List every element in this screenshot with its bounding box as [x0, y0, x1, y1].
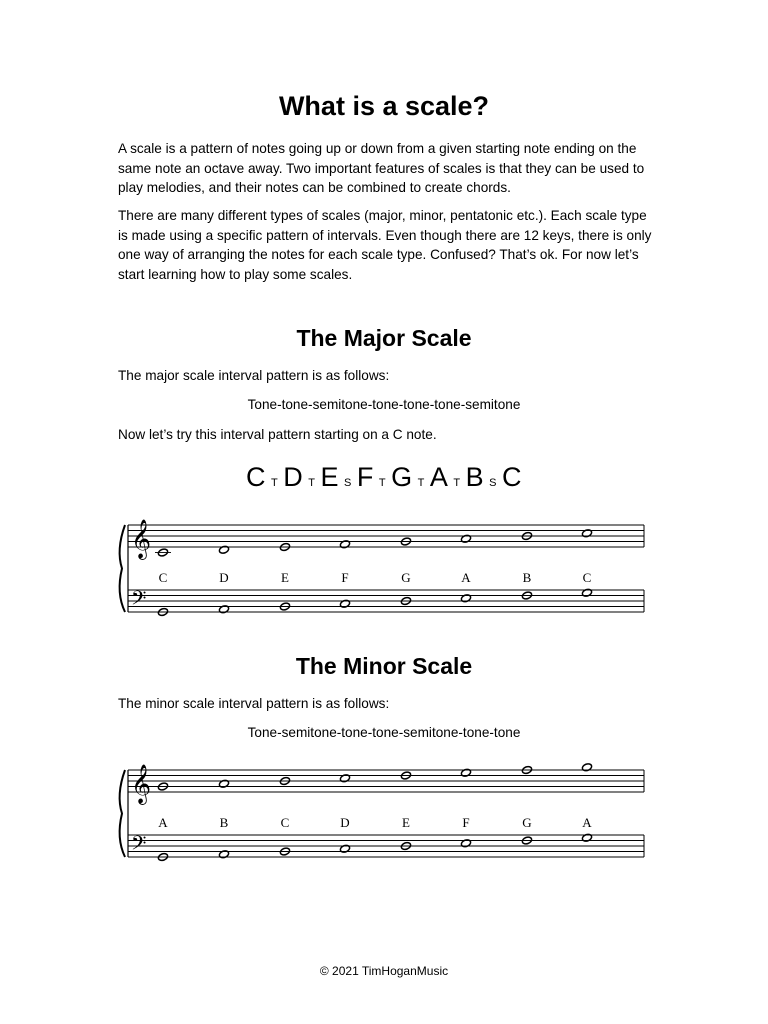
- treble-whole-note: [339, 540, 350, 549]
- major-scale-heading: The Major Scale: [296, 325, 472, 351]
- brace-icon: [120, 770, 125, 857]
- sequence-step: T: [453, 477, 461, 489]
- treble-whole-note: [460, 534, 471, 543]
- sequence-step: T: [271, 477, 279, 489]
- note-label: C: [158, 570, 168, 585]
- treble-whole-note: [339, 774, 350, 783]
- sequence-note: B: [465, 462, 485, 492]
- note-label: D: [340, 815, 350, 830]
- page-title: What is a scale?: [278, 91, 490, 121]
- major-try-text: Now let’s try this interval pattern starting on a C note.: [118, 427, 437, 442]
- treble-clef-icon: 𝄞: [131, 764, 152, 804]
- treble-whole-note: [218, 545, 229, 554]
- minor-scale-staff: [0, 760, 768, 875]
- note-label: D: [219, 570, 229, 585]
- minor-intro-text: The minor scale interval pattern is as follows:: [118, 696, 390, 711]
- bass-whole-note: [460, 839, 471, 848]
- treble-whole-note: [460, 768, 471, 777]
- note-label: E: [402, 815, 410, 830]
- note-label: G: [522, 815, 532, 830]
- major-intro-text: The major scale interval pattern is as follows:: [118, 368, 390, 383]
- note-label: C: [280, 815, 290, 830]
- intro-paragraph-2: There are many different types of scales (major, minor, pentatonic etc.). Each scale type is made using a specific pattern of intervals. Even though there are 12 keys, there is only one way of arranging the notes for each scale type. Confused? That’s ok. For now let’s start learning how to play some scales.: [118, 208, 652, 282]
- copyright-footer: © 2021 TimHoganMusic: [319, 964, 449, 978]
- bass-whole-note: [581, 588, 592, 597]
- sequence-note: G: [391, 462, 413, 492]
- sequence-step: T: [308, 477, 316, 489]
- treble-whole-note: [581, 763, 592, 772]
- treble-clef-icon: 𝄞: [131, 519, 152, 559]
- sequence-note: C: [501, 462, 522, 492]
- note-label: C: [582, 570, 592, 585]
- note-label: A: [582, 815, 592, 830]
- sequence-step: S: [344, 477, 352, 489]
- major-interval-pattern: Tone-tone-semitone-tone-tone-tone-semitone: [247, 397, 521, 412]
- brace-icon: [120, 525, 125, 612]
- sequence-step: T: [378, 477, 387, 489]
- minor-interval-pattern: Tone-semitone-tone-tone-semitone-tone-tone: [247, 725, 521, 740]
- note-label: F: [341, 570, 349, 585]
- note-label: A: [461, 570, 471, 585]
- sequence-note: C: [246, 462, 267, 492]
- note-label: F: [462, 815, 470, 830]
- sequence-step: T: [417, 477, 425, 489]
- bass-whole-note: [460, 594, 471, 603]
- sequence-note: D: [283, 462, 304, 492]
- minor-scale-heading: The Minor Scale: [295, 653, 473, 679]
- sequence-note: F: [356, 462, 374, 492]
- note-label: E: [281, 570, 289, 585]
- sequence-note: E: [320, 462, 340, 492]
- treble-whole-note: [581, 529, 592, 538]
- bass-clef-icon: 𝄢: [131, 831, 147, 860]
- bass-whole-note: [339, 599, 350, 608]
- major-scale-sequence: [0, 458, 768, 502]
- bass-whole-note: [218, 605, 229, 614]
- bass-whole-note: [218, 850, 229, 859]
- note-label: B: [219, 815, 229, 830]
- note-label: B: [522, 570, 532, 585]
- sequence-step: S: [489, 477, 497, 489]
- sequence-note: A: [429, 462, 449, 492]
- intro-paragraph-1: A scale is a pattern of notes going up or down from a given starting note ending on the same note an octave away. Two important features of scales is that they can be used to play melodies, and their notes can be combined to create chords.: [118, 141, 645, 195]
- note-label: A: [158, 815, 168, 830]
- bass-whole-note: [581, 833, 592, 842]
- note-label: G: [401, 570, 411, 585]
- bass-clef-icon: 𝄢: [131, 586, 147, 615]
- treble-whole-note: [218, 779, 229, 788]
- bass-whole-note: [339, 844, 350, 853]
- major-scale-staff: [0, 515, 768, 630]
